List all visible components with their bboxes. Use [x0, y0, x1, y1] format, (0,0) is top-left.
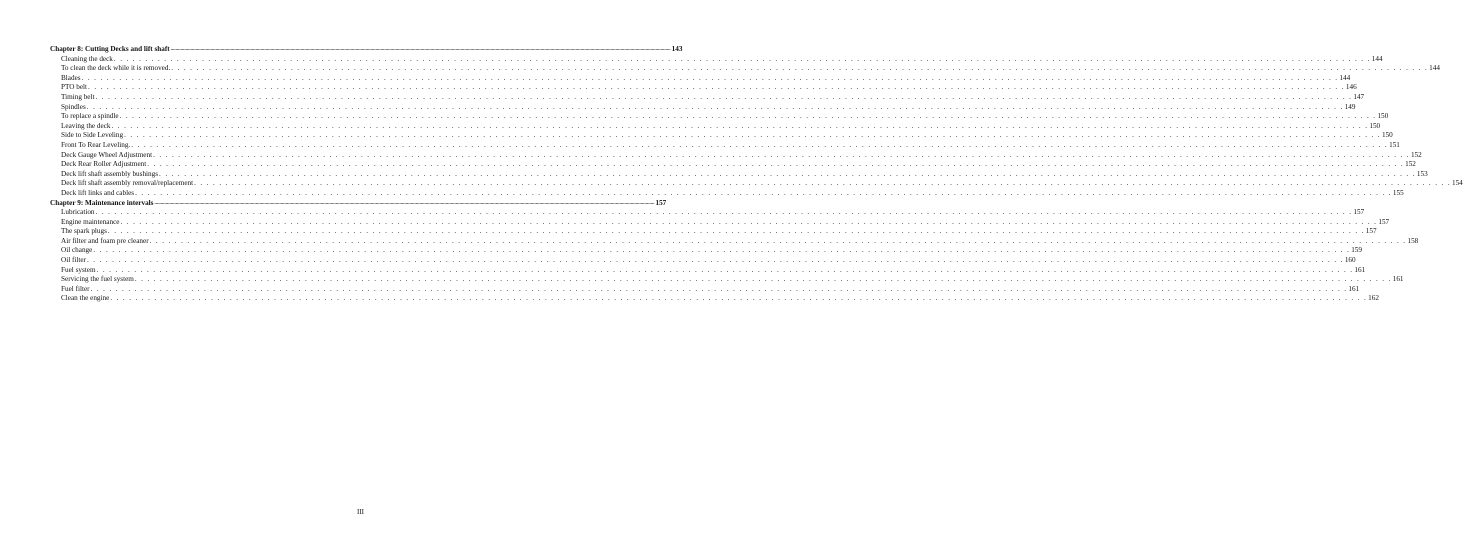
toc-entry[interactable] [50, 227, 1377, 237]
toc-entry-page: 157 [1353, 208, 1365, 217]
dot-leader: . . . . . . . . . . . . . . . . . . . . . . . . . . . . . . . . . . . . . . . . . . . . . . . . . . . . . . . . . . . . . . . . . . . . . . . . . . . . . . . . . . . . . . . . . . . . . . . . . . . . . . . . . . . . . . . . . . . . . . . . . . . . . . . . . . . . . . . . . . . . . . . . . . . . . . . . . . . . . . . . . . . . . . . . . . . . . . . . . . . . . . . . . . . . . . . . . . . . . . . . [88, 83, 1345, 92]
toc-entry-title: Air filter and foam pre cleaner [61, 236, 149, 245]
toc-entry-page: 152 [1405, 160, 1416, 169]
toc-entry[interactable] [50, 294, 1379, 304]
toc-entry-title: Deck lift shaft assembly bushings [61, 169, 159, 178]
toc-entry-title: Front To Rear Leveling. [61, 140, 131, 149]
dot-leader: ................................................................................................................................................................................................................................................................................................................................................................................................................ [154, 200, 655, 206]
toc-entry-page: 144 [1339, 73, 1351, 82]
toc-entry-page: 157 [655, 198, 667, 207]
dot-leader: . . . . . . . . . . . . . . . . . . . . . . . . . . . . . . . . . . . . . . . . . . . . . . . . . . . . . . . . . . . . . . . . . . . . . . . . . . . . . . . . . . . . . . . . . . . . . . . . . . . . . . . . . . . . . . . . . . . . . . . . . . . . . . . . . . . . . . . . . . . . . . . . . . . . . . . . . . . . . . . . . . . . . . . . . . . . . . . . . . . . . . . . . . . . . . . . . . . . . . . . [171, 64, 1429, 73]
dot-leader: . . . . . . . . . . . . . . . . . . . . . . . . . . . . . . . . . . . . . . . . . . . . . . . . . . . . . . . . . . . . . . . . . . . . . . . . . . . . . . . . . . . . . . . . . . . . . . . . . . . . . . . . . . . . . . . . . . . . . . . . . . . . . . . . . . . . . . . . . . . . . . . . . . . . . . . . . . . . . . . . . . . . . . . . . . . . . . . . . . . . . . . . . . . . . . . . . . . . . . . . [147, 160, 1405, 169]
toc-entry-title: Deck lift links and cables [61, 188, 135, 197]
toc-entry[interactable] [50, 54, 1383, 65]
toc-chapter-heading[interactable] [50, 198, 667, 209]
toc-entry[interactable] [50, 265, 1366, 276]
dot-leader: . . . . . . . . . . . . . . . . . . . . . . . . . . . . . . . . . . . . . . . . . . . . . . . . . . . . . . . . . . . . . . . . . . . . . . . . . . . . . . . . . . . . . . . . . . . . . . . . . . . . . . . . . . . . . . . . . . . . . . . . . . . . . . . . . . . . . . . . . . . . . . . . . . . . . . . . . . . . . . . . . . . . . . . . . . . . . . . . . . . . . . . . . . . . . . . . . . . . . . . . [96, 265, 1354, 274]
toc-entry[interactable] [50, 179, 1463, 189]
toc-entry-title: To clean the deck while it is removed. [61, 64, 171, 73]
dot-leader: . . . . . . . . . . . . . . . . . . . . . . . . . . . . . . . . . . . . . . . . . . . . . . . . . . . . . . . . . . . . . . . . . . . . . . . . . . . . . . . . . . . . . . . . . . . . . . . . . . . . . . . . . . . . . . . . . . . . . . . . . . . . . . . . . . . . . . . . . . . . . . . . . . . . . . . . . . . . . . . . . . . . . . . . . . . . . . . . . . . . . . . . . . . . . . . . . . . . . . . . [86, 256, 1344, 265]
toc-entry-title: Deck Gauge Wheel Adjustment [61, 150, 153, 159]
toc-entry-title: Chapter 9: Maintenance intervals [50, 198, 154, 207]
toc-entry-title: Servicing the fuel system [61, 275, 134, 284]
toc-entry-title: Cleaning the deck [61, 54, 113, 63]
toc-entry[interactable] [50, 131, 1393, 141]
toc-entry[interactable] [50, 169, 1428, 180]
dot-leader: . . . . . . . . . . . . . . . . . . . . . . . . . . . . . . . . . . . . . . . . . . . . . . . . . . . . . . . . . . . . . . . . . . . . . . . . . . . . . . . . . . . . . . . . . . . . . . . . . . . . . . . . . . . . . . . . . . . . . . . . . . . . . . . . . . . . . . . . . . . . . . . . . . . . . . . . . . . . . . . . . . . . . . . . . . . . . . . . . . . . . . . . . . . . . . . . . . . . . . . . [149, 236, 1407, 245]
toc-entry[interactable] [50, 102, 1356, 113]
toc-entry-page: 161 [1392, 275, 1404, 284]
toc-entry-page: 157 [1378, 217, 1390, 226]
toc-entry-page: 152 [1410, 150, 1422, 159]
toc-entry-page: 150 [1381, 131, 1393, 140]
toc-entry-page: 160 [1344, 256, 1356, 265]
toc-entry-page: 151 [1389, 140, 1400, 149]
toc-entry-title: The spark plugs [61, 227, 107, 236]
toc-entry-page: 146 [1345, 83, 1357, 92]
toc-entry-page: 162 [1368, 294, 1379, 303]
toc-entry-title: Clean the engine [61, 294, 110, 303]
toc-entry-page: 147 [1353, 92, 1365, 101]
toc-entry-title: Blades [61, 73, 81, 82]
toc-entry[interactable] [50, 236, 1419, 247]
toc-entry-title: Lubrication [61, 208, 95, 217]
toc-entry-title: PTO belt [61, 83, 88, 92]
toc-entry[interactable] [50, 83, 1357, 93]
dot-leader: . . . . . . . . . . . . . . . . . . . . . . . . . . . . . . . . . . . . . . . . . . . . . . . . . . . . . . . . . . . . . . . . . . . . . . . . . . . . . . . . . . . . . . . . . . . . . . . . . . . . . . . . . . . . . . . . . . . . . . . . . . . . . . . . . . . . . . . . . . . . . . . . . . . . . . . . . . . . . . . . . . . . . . . . . . . . . . . . . . . . . . . . . . . . . . . . . . . . . . . . [93, 246, 1351, 255]
toc-entry[interactable] [50, 256, 1356, 266]
dot-leader: . . . . . . . . . . . . . . . . . . . . . . . . . . . . . . . . . . . . . . . . . . . . . . . . . . . . . . . . . . . . . . . . . . . . . . . . . . . . . . . . . . . . . . . . . . . . . . . . . . . . . . . . . . . . . . . . . . . . . . . . . . . . . . . . . . . . . . . . . . . . . . . . . . . . . . . . . . . . . . . . . . . . . . . . . . . . . . . . . . . . . . . . . . . . . . . . . . . . . . . . [113, 54, 1371, 63]
dot-leader: . . . . . . . . . . . . . . . . . . . . . . . . . . . . . . . . . . . . . . . . . . . . . . . . . . . . . . . . . . . . . . . . . . . . . . . . . . . . . . . . . . . . . . . . . . . . . . . . . . . . . . . . . . . . . . . . . . . . . . . . . . . . . . . . . . . . . . . . . . . . . . . . . . . . . . . . . . . . . . . . . . . . . . . . . . . . . . . . . . . . . . . . . . . . . . . . . . . . . . . . [81, 73, 1339, 82]
dot-leader: . . . . . . . . . . . . . . . . . . . . . . . . . . . . . . . . . . . . . . . . . . . . . . . . . . . . . . . . . . . . . . . . . . . . . . . . . . . . . . . . . . . . . . . . . . . . . . . . . . . . . . . . . . . . . . . . . . . . . . . . . . . . . . . . . . . . . . . . . . . . . . . . . . . . . . . . . . . . . . . . . . . . . . . . . . . . . . . . . . . . . . . . . . . . . . . . . . . . . . . . [135, 188, 1392, 197]
dot-leader: . . . . . . . . . . . . . . . . . . . . . . . . . . . . . . . . . . . . . . . . . . . . . . . . . . . . . . . . . . . . . . . . . . . . . . . . . . . . . . . . . . . . . . . . . . . . . . . . . . . . . . . . . . . . . . . . . . . . . . . . . . . . . . . . . . . . . . . . . . . . . . . . . . . . . . . . . . . . . . . . . . . . . . . . . . . . . . . . . . . . . . . . . . . . . . . . . . . . . . . . [90, 284, 1348, 293]
toc-entry-title: Deck lift shaft assembly removal/replacement [61, 179, 194, 188]
toc-entry-page: 155 [1392, 188, 1404, 197]
dot-leader: . . . . . . . . . . . . . . . . . . . . . . . . . . . . . . . . . . . . . . . . . . . . . . . . . . . . . . . . . . . . . . . . . . . . . . . . . . . . . . . . . . . . . . . . . . . . . . . . . . . . . . . . . . . . . . . . . . . . . . . . . . . . . . . . . . . . . . . . . . . . . . . . . . . . . . . . . . . . . . . . . . . . . . . . . . . . . . . . . . . . . . . . . . . . . . . . . . . . . . . . [131, 140, 1389, 149]
toc-entry-page: 144 [1429, 64, 1440, 73]
toc-entry-title: Engine maintenance [61, 217, 120, 226]
toc-entry[interactable] [50, 275, 1404, 285]
toc-entry-title: Timing belt [61, 92, 95, 101]
page-number: III [357, 508, 364, 516]
dot-leader: . . . . . . . . . . . . . . . . . . . . . . . . . . . . . . . . . . . . . . . . . . . . . . . . . . . . . . . . . . . . . . . . . . . . . . . . . . . . . . . . . . . . . . . . . . . . . . . . . . . . . . . . . . . . . . . . . . . . . . . . . . . . . . . . . . . . . . . . . . . . . . . . . . . . . . . . . . . . . . . . . . . . . . . . . . . . . . . . . . . . . . . . . . . . . . . . . . . . . . . . [159, 169, 1416, 178]
toc-entry-title: Fuel filter [61, 284, 90, 293]
toc-entry[interactable] [50, 246, 1362, 256]
toc-entry[interactable] [50, 188, 1404, 199]
toc-entry-page: 154 [1451, 179, 1463, 188]
toc-entry[interactable] [50, 112, 1389, 122]
dot-leader: . . . . . . . . . . . . . . . . . . . . . . . . . . . . . . . . . . . . . . . . . . . . . . . . . . . . . . . . . . . . . . . . . . . . . . . . . . . . . . . . . . . . . . . . . . . . . . . . . . . . . . . . . . . . . . . . . . . . . . . . . . . . . . . . . . . . . . . . . . . . . . . . . . . . . . . . . . . . . . . . . . . . . . . . . . . . . . . . . . . . . . . . . . . . . . . . . . . . . . . . [110, 294, 1368, 303]
toc-entry[interactable] [50, 121, 1381, 132]
toc-entry-title: Fuel system [61, 265, 96, 274]
toc-entry-page: 153 [1416, 169, 1428, 178]
dot-leader: . . . . . . . . . . . . . . . . . . . . . . . . . . . . . . . . . . . . . . . . . . . . . . . . . . . . . . . . . . . . . . . . . . . . . . . . . . . . . . . . . . . . . . . . . . . . . . . . . . . . . . . . . . . . . . . . . . . . . . . . . . . . . . . . . . . . . . . . . . . . . . . . . . . . . . . . . . . . . . . . . . . . . . . . . . . . . . . . . . . . . . . . . . . . . . . . . . . . . . . . [153, 150, 1410, 159]
dot-leader: . . . . . . . . . . . . . . . . . . . . . . . . . . . . . . . . . . . . . . . . . . . . . . . . . . . . . . . . . . . . . . . . . . . . . . . . . . . . . . . . . . . . . . . . . . . . . . . . . . . . . . . . . . . . . . . . . . . . . . . . . . . . . . . . . . . . . . . . . . . . . . . . . . . . . . . . . . . . . . . . . . . . . . . . . . . . . . . . . . . . . . . . . . . . . . . . . . . . . . . . [95, 92, 1353, 101]
dot-leader: . . . . . . . . . . . . . . . . . . . . . . . . . . . . . . . . . . . . . . . . . . . . . . . . . . . . . . . . . . . . . . . . . . . . . . . . . . . . . . . . . . . . . . . . . . . . . . . . . . . . . . . . . . . . . . . . . . . . . . . . . . . . . . . . . . . . . . . . . . . . . . . . . . . . . . . . . . . . . . . . . . . . . . . . . . . . . . . . . . . . . . . . . . . . . . . . . . . . . . . . [107, 227, 1365, 236]
toc-entry-title: Oil filter [61, 256, 86, 265]
dot-leader: . . . . . . . . . . . . . . . . . . . . . . . . . . . . . . . . . . . . . . . . . . . . . . . . . . . . . . . . . . . . . . . . . . . . . . . . . . . . . . . . . . . . . . . . . . . . . . . . . . . . . . . . . . . . . . . . . . . . . . . . . . . . . . . . . . . . . . . . . . . . . . . . . . . . . . . . . . . . . . . . . . . . . . . . . . . . . . . . . . . . . . . . . . . . . . . . . . . . . . . . [120, 217, 1378, 226]
dot-leader: ................................................................................................................................................................................................................................................................................................................................................................................................................ [170, 47, 671, 52]
toc-entry[interactable] [50, 73, 1351, 84]
toc-entry-page: 161 [1354, 265, 1366, 274]
toc-entry-page: 150 [1377, 112, 1389, 121]
toc-entry-page: 159 [1351, 246, 1362, 255]
dot-leader: . . . . . . . . . . . . . . . . . . . . . . . . . . . . . . . . . . . . . . . . . . . . . . . . . . . . . . . . . . . . . . . . . . . . . . . . . . . . . . . . . . . . . . . . . . . . . . . . . . . . . . . . . . . . . . . . . . . . . . . . . . . . . . . . . . . . . . . . . . . . . . . . . . . . . . . . . . . . . . . . . . . . . . . . . . . . . . . . . . . . . . . . . . . . . . . . . . . . . . . . [134, 275, 1392, 284]
toc-entry-page: 161 [1348, 284, 1360, 293]
toc-entry[interactable] [50, 150, 1422, 161]
dot-leader: . . . . . . . . . . . . . . . . . . . . . . . . . . . . . . . . . . . . . . . . . . . . . . . . . . . . . . . . . . . . . . . . . . . . . . . . . . . . . . . . . . . . . . . . . . . . . . . . . . . . . . . . . . . . . . . . . . . . . . . . . . . . . . . . . . . . . . . . . . . . . . . . . . . . . . . . . . . . . . . . . . . . . . . . . . . . . . . . . . . . . . . . . . . . . . . . . . . . . . . . [124, 131, 1381, 140]
toc-entry-page: 149 [1344, 102, 1356, 111]
dot-leader: . . . . . . . . . . . . . . . . . . . . . . . . . . . . . . . . . . . . . . . . . . . . . . . . . . . . . . . . . . . . . . . . . . . . . . . . . . . . . . . . . . . . . . . . . . . . . . . . . . . . . . . . . . . . . . . . . . . . . . . . . . . . . . . . . . . . . . . . . . . . . . . . . . . . . . . . . . . . . . . . . . . . . . . . . . . . . . . . . . . . . . . . . . . . . . . . . . . . . . . . [194, 179, 1451, 188]
table-of-contents [50, 45, 1463, 304]
toc-entry[interactable] [50, 92, 1365, 103]
dot-leader: . . . . . . . . . . . . . . . . . . . . . . . . . . . . . . . . . . . . . . . . . . . . . . . . . . . . . . . . . . . . . . . . . . . . . . . . . . . . . . . . . . . . . . . . . . . . . . . . . . . . . . . . . . . . . . . . . . . . . . . . . . . . . . . . . . . . . . . . . . . . . . . . . . . . . . . . . . . . . . . . . . . . . . . . . . . . . . . . . . . . . . . . . . . . . . . . . . . . . . . . [119, 112, 1377, 121]
toc-entry[interactable] [50, 64, 1440, 74]
toc-entry-title: Oil change [61, 246, 93, 255]
toc-entry-title: To replace a spindle [61, 112, 119, 121]
toc-entry-page: 143 [671, 45, 683, 53]
toc-entry-title: Deck Rear Roller Adjustment [61, 160, 147, 169]
toc-entry[interactable] [50, 284, 1360, 295]
toc-entry-page: 144 [1371, 54, 1383, 63]
toc-entry[interactable] [50, 160, 1416, 170]
toc-entry-title: Side to Side Leveling [61, 131, 124, 140]
toc-entry-title: Chapter 8: Cutting Decks and lift shaft [50, 45, 170, 53]
toc-entry-page: 150 [1369, 121, 1381, 130]
toc-entry-page: 157 [1365, 227, 1377, 236]
toc-entry-title: Leaving the deck [61, 121, 111, 130]
toc-entry[interactable] [50, 217, 1390, 228]
toc-entry[interactable] [50, 140, 1400, 151]
dot-leader: . . . . . . . . . . . . . . . . . . . . . . . . . . . . . . . . . . . . . . . . . . . . . . . . . . . . . . . . . . . . . . . . . . . . . . . . . . . . . . . . . . . . . . . . . . . . . . . . . . . . . . . . . . . . . . . . . . . . . . . . . . . . . . . . . . . . . . . . . . . . . . . . . . . . . . . . . . . . . . . . . . . . . . . . . . . . . . . . . . . . . . . . . . . . . . . . . . . . . . . . [86, 102, 1344, 111]
toc-entry-title: Spindles [61, 102, 86, 111]
dot-leader: . . . . . . . . . . . . . . . . . . . . . . . . . . . . . . . . . . . . . . . . . . . . . . . . . . . . . . . . . . . . . . . . . . . . . . . . . . . . . . . . . . . . . . . . . . . . . . . . . . . . . . . . . . . . . . . . . . . . . . . . . . . . . . . . . . . . . . . . . . . . . . . . . . . . . . . . . . . . . . . . . . . . . . . . . . . . . . . . . . . . . . . . . . . . . . . . . . . . . . . . [95, 208, 1353, 217]
dot-leader: . . . . . . . . . . . . . . . . . . . . . . . . . . . . . . . . . . . . . . . . . . . . . . . . . . . . . . . . . . . . . . . . . . . . . . . . . . . . . . . . . . . . . . . . . . . . . . . . . . . . . . . . . . . . . . . . . . . . . . . . . . . . . . . . . . . . . . . . . . . . . . . . . . . . . . . . . . . . . . . . . . . . . . . . . . . . . . . . . . . . . . . . . . . . . . . . . . . . . . . . [111, 121, 1369, 130]
toc-entry[interactable] [50, 208, 1365, 218]
toc-entry-page: 158 [1407, 236, 1419, 245]
toc-chapter-heading[interactable] [50, 45, 683, 55]
